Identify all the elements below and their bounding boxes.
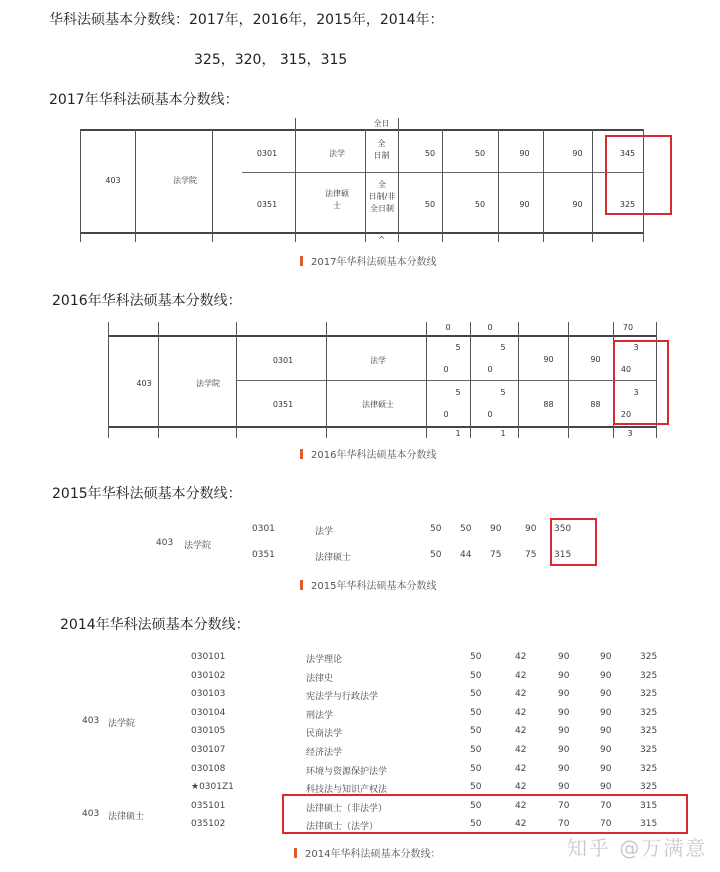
- score-politics: 50: [470, 782, 482, 793]
- caption-2015: [300, 577, 436, 592]
- program-name: 法学: [315, 527, 334, 537]
- watermark: 知乎 @万满意: [567, 836, 708, 860]
- study-type-line: 全: [377, 139, 386, 148]
- score-politics: 50: [470, 670, 482, 681]
- heading-2016: 2016年华科法硕基本分数线：: [52, 293, 242, 309]
- study-type-line: 全: [378, 180, 386, 189]
- total-score-b: 40: [620, 365, 632, 374]
- caption-text: 2014年华科法硕基本分数线：: [305, 849, 441, 860]
- score-politics: 50: [470, 819, 482, 830]
- score-subject-1: 90: [558, 745, 570, 755]
- program-code: 030104: [191, 707, 226, 718]
- score-subject-1: 75: [490, 550, 502, 560]
- score-politics-b: 0: [443, 365, 449, 374]
- program-name: 经济法学: [306, 748, 343, 758]
- score-subject-1: 90: [543, 355, 554, 364]
- score-subject-1: 90: [558, 707, 570, 718]
- program-code: 035102: [191, 819, 226, 830]
- school-code: 403: [156, 538, 174, 548]
- total-score: 315: [554, 550, 572, 560]
- program-code: 0351: [256, 200, 278, 209]
- score-politics: 50: [470, 745, 482, 755]
- score-english: 50: [474, 149, 486, 158]
- program-code: 030108: [191, 763, 226, 774]
- caption-2016: [300, 446, 436, 461]
- table-2017: [80, 118, 644, 242]
- score-subject-1: 90: [519, 200, 530, 209]
- score-politics: 50: [430, 550, 442, 560]
- top-fragment: 0: [487, 323, 493, 332]
- score-politics-b: 0: [443, 410, 449, 419]
- school-name: 法律硕士: [108, 812, 145, 822]
- program-name: 法律硕士: [362, 400, 394, 409]
- program-code: 0351: [272, 400, 294, 409]
- bottom-fragment: ^: [378, 235, 385, 244]
- score-subject-1: 90: [490, 524, 502, 534]
- score-subject-2: 90: [572, 200, 583, 209]
- score-subject-2: 90: [600, 689, 612, 700]
- program-name: 法学理论: [306, 655, 343, 665]
- heading-2017: 2017年华科法硕基本分数线：: [49, 92, 239, 108]
- score-subject-1: 90: [558, 763, 570, 774]
- score-english: 42: [515, 800, 527, 811]
- intro-line-2: 325，320， 315，315: [194, 52, 348, 68]
- caption-text: 2017年华科法硕基本分数线: [311, 257, 437, 268]
- total-score: 325: [640, 745, 658, 755]
- school-code: 403: [82, 716, 100, 726]
- score-politics: 50: [470, 652, 482, 662]
- school-name: 法学院: [173, 176, 197, 185]
- program-name: 环境与资源保护法学: [306, 766, 388, 777]
- score-english: 42: [515, 763, 527, 774]
- total-score-b: 20: [620, 410, 632, 419]
- score-subject-1: 90: [558, 726, 570, 737]
- caption-text: 2016年华科法硕基本分数线: [311, 450, 437, 461]
- school-name: 法学院: [108, 719, 136, 729]
- total-score: 325: [640, 707, 658, 718]
- caption-marker: [300, 449, 303, 459]
- study-type-line: 全日制: [370, 204, 394, 213]
- score-english: 42: [515, 745, 527, 755]
- caption-2017: [300, 253, 436, 268]
- program-code: 0301: [272, 356, 294, 365]
- highlight-box-2017: [605, 135, 672, 215]
- total-score: 345: [619, 149, 636, 158]
- intro-line-1: 华科法硕基本分数线：2017年，2016年，2015年，2014年：: [49, 12, 444, 28]
- study-type-line: 日制/非: [368, 192, 396, 201]
- score-subject-2: 90: [600, 707, 612, 718]
- table-2015: [140, 518, 620, 568]
- school-code: 403: [105, 176, 121, 185]
- caption-marker: [300, 256, 303, 266]
- school-code: 403: [82, 809, 100, 819]
- table-2016: [108, 322, 656, 438]
- caption-2014: [294, 845, 440, 860]
- highlight-box-2016: [613, 340, 669, 425]
- score-politics-a: 5: [455, 343, 461, 352]
- bottom-fragment: 3: [627, 429, 633, 438]
- program-name: 法律硕士: [315, 553, 352, 563]
- score-politics: 50: [424, 200, 436, 209]
- program-name: [312, 188, 362, 212]
- program-code: 0301: [252, 524, 275, 534]
- top-fragment: 70: [622, 323, 634, 332]
- program-code: 0301: [256, 149, 278, 158]
- score-politics: 50: [430, 524, 442, 534]
- score-english: 42: [515, 689, 527, 700]
- score-subject-1: 70: [558, 800, 570, 811]
- score-english: 42: [515, 782, 527, 793]
- total-score: 315: [640, 819, 658, 830]
- program-name: 宪法学与行政法学: [306, 692, 379, 703]
- score-politics-a: 5: [455, 388, 461, 397]
- score-subject-2: 70: [600, 800, 612, 811]
- score-english: 42: [515, 670, 527, 681]
- score-subject-2: 70: [600, 819, 612, 830]
- caption-marker: [300, 580, 303, 590]
- score-subject-2: 90: [600, 652, 612, 662]
- total-score: 325: [619, 200, 636, 209]
- score-english: 42: [515, 707, 527, 718]
- score-english-a: 5: [500, 343, 506, 352]
- total-score: 325: [640, 689, 658, 700]
- program-code: 0351: [252, 550, 275, 560]
- score-subject-1: 88: [543, 400, 554, 409]
- score-english-b: 0: [487, 365, 493, 374]
- score-politics: 50: [470, 763, 482, 774]
- program-name: 法律硕士（法学）: [306, 822, 379, 833]
- study-type: [362, 179, 402, 215]
- heading-2015: 2015年华科法硕基本分数线：: [52, 486, 242, 502]
- program-name: 科技法与知识产权法: [306, 785, 388, 796]
- score-english: 42: [515, 726, 527, 737]
- score-politics: 50: [470, 726, 482, 737]
- score-english: 50: [460, 524, 472, 534]
- total-score: 325: [640, 763, 658, 774]
- total-score: 325: [640, 782, 658, 793]
- score-subject-2: 90: [600, 763, 612, 774]
- score-subject-2: 88: [590, 400, 601, 409]
- total-score: 325: [640, 670, 658, 681]
- caption-marker: [294, 848, 297, 858]
- program-code: 030107: [191, 745, 226, 755]
- total-score: 325: [640, 652, 658, 662]
- score-subject-2: 90: [600, 670, 612, 681]
- school-code: 403: [136, 379, 152, 388]
- score-subject-2: 90: [590, 355, 601, 364]
- program-name: 法学: [370, 356, 386, 365]
- program-name-line: 士: [333, 201, 341, 210]
- score-english-a: 5: [500, 388, 506, 397]
- program-name: 刑法学: [306, 710, 334, 721]
- program-code: 030103: [191, 689, 226, 700]
- program-code: 030102: [191, 670, 226, 681]
- score-subject-2: 90: [600, 726, 612, 737]
- score-english-b: 0: [487, 410, 493, 419]
- score-politics: 50: [470, 689, 482, 700]
- score-subject-1: 90: [558, 670, 570, 681]
- top-fragment: 0: [445, 323, 451, 332]
- highlight-box-2014: [282, 794, 688, 834]
- program-code: 030101: [191, 652, 226, 662]
- heading-2014: 2014年华科法硕基本分数线：: [60, 617, 250, 633]
- score-politics: 50: [470, 800, 482, 811]
- program-name: 法律史: [306, 673, 334, 684]
- program-code: ★0301Z1: [191, 782, 234, 793]
- score-subject-1: 70: [558, 819, 570, 830]
- study-type: [365, 138, 398, 162]
- score-subject-2: 90: [600, 782, 612, 793]
- score-subject-2: 90: [525, 524, 537, 534]
- study-type-line: 日制: [373, 151, 390, 160]
- score-politics: 50: [424, 149, 436, 158]
- total-score: 315: [640, 800, 658, 811]
- program-name: 法学: [329, 149, 345, 158]
- program-code: 030105: [191, 726, 226, 737]
- score-subject-1: 90: [519, 149, 530, 158]
- score-english: 44: [460, 550, 472, 560]
- school-name: 法学院: [196, 379, 220, 388]
- score-subject-1: 90: [558, 782, 570, 793]
- total-score-a: 3: [633, 343, 639, 352]
- score-subject-2: 90: [600, 745, 612, 755]
- total-score: 350: [554, 524, 572, 534]
- school-name: 法学院: [184, 541, 212, 551]
- bottom-fragment: 1: [500, 429, 506, 438]
- program-name-line: 法律硕: [325, 189, 349, 198]
- score-english: 42: [515, 819, 527, 830]
- score-subject-2: 90: [572, 149, 583, 158]
- score-subject-1: 90: [558, 689, 570, 700]
- program-name: 民商法学: [306, 729, 343, 740]
- score-subject-2: 75: [525, 550, 537, 560]
- top-fragment: 全日: [373, 119, 390, 128]
- score-politics: 50: [470, 707, 482, 718]
- total-score-a: 3: [633, 388, 639, 397]
- bottom-fragment: 1: [455, 429, 461, 438]
- program-name: 法律硕士（非法学）: [306, 803, 388, 814]
- score-subject-1: 90: [558, 652, 570, 662]
- total-score: 325: [640, 726, 658, 737]
- highlight-box-2015: [550, 518, 597, 566]
- caption-text: 2015年华科法硕基本分数线: [311, 581, 437, 592]
- program-code: 035101: [191, 800, 226, 811]
- score-english: 50: [474, 200, 486, 209]
- score-english: 42: [515, 652, 527, 662]
